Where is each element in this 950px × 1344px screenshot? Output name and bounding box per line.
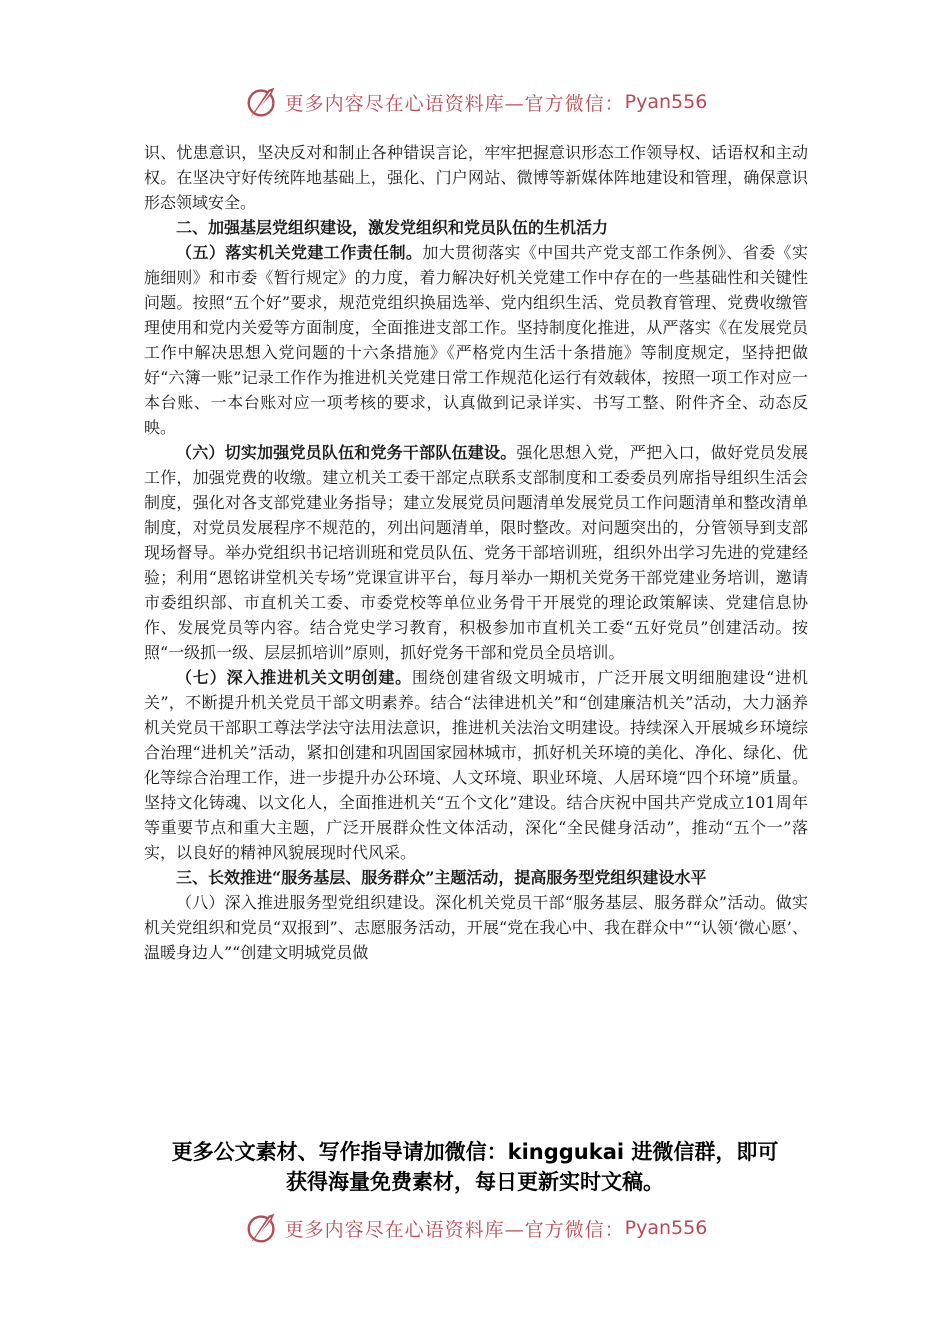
- item-paragraph: [144, 440, 808, 665]
- promo-line-2: 获得海量免费素材，每日更新实时文稿。: [286, 1170, 664, 1194]
- promo-line-1: 更多公文素材、写作指导请加微信：kinggukai 进微信群，即可: [171, 1140, 779, 1164]
- banner-text: 更多内容尽在心语资料库—官方微信：: [284, 92, 625, 115]
- banner-text: 更多内容尽在心语资料库—官方微信：: [284, 1218, 625, 1241]
- item-text: 围绕创建省级文明城市，广泛开展文明细胞建设“进机关”，不断提升机关党员干部文明素养。结合“法律进机关”和“创建廉洁机关”活动，大力涵养机关党员干部职工尊法学法守法用法意识，推进机关法治文明建设。持续深入开展城乡环境综合治理“进机关”活动，紧扣创建和巩固国家园林城市，抓好机关环境的美化、净化、绿化、优化等综合治理工作，进一步提升办公环境、人文环境、职业环境、人居环境“四个环境”质量。坚持文化铸魂、以文化人，全面推进机关“五个文化”建设。结合庆祝中国共产党成立101周年等重要节点和重大主题，广泛开展群众性文体活动，深化“全民健身活动”，推动“五个一”落实，以良好的精神风貌展现时代风采。: [144, 668, 808, 862]
- section-heading: 二、加强基层党组织建设，激发党组织和党员队伍的生机活力: [176, 218, 609, 237]
- item-paragraph: [144, 240, 808, 440]
- item-title: （七）深入推进机关文明创建。: [176, 668, 413, 687]
- item-text: （八）深入推进服务型党组织建设。深化机关党员干部“服务基层、服务群众”活动。做实机关党组织和党员“双报到”、志愿服务活动，开展“党在我心中、我在群众中”“认领‘微心愿’、温暖身边人”“创建文明城党员做: [144, 893, 808, 962]
- promo-notice: [100, 1137, 850, 1197]
- item-title: （五）落实机关党建工作责任制。: [176, 243, 423, 262]
- footer-watermark-banner: [0, 1208, 950, 1248]
- quill-logo-icon: [243, 1209, 281, 1247]
- section-heading: 三、长效推进“服务基层、服务群众”主题活动，提高服务型党组织建设水平: [176, 868, 707, 887]
- banner-wechat-id: Pyan556: [624, 1217, 708, 1239]
- quill-logo-icon: [243, 83, 281, 121]
- item-text: 强化思想入党，严把入口，做好党员发展工作，加强党费的收缴。建立机关工委干部定点联系支部制度和工委委员列席指导组织生活会制度，强化对各支部党建业务指导；建立发展党员问题清单发展党员工作问题清单和整改清单制度，对党员发展程序不规范的，列出问题清单，限时整改。对问题突出的，分管领导到支部现场督导。举办党组织书记培训班和党员队伍、党务干部培训班，组织外出学习先进的党建经验；利用“恩铭讲堂机关专场”党课宣讲平台，每月举办一期机关党务干部党建业务培训，邀请市委组织部、市直机关工委、市委党校等单位业务骨干开展党的理论政策解读、党建信息协作、发展党员等内容。结合党史学习教育，积极参加市直机关工委“五好党员”创建活动。按照“一级抓一级、层层抓培训”原则，抓好党务干部和党员全员培训。: [144, 443, 808, 662]
- item-paragraph: [144, 890, 808, 965]
- banner-wechat-id: Pyan556: [624, 91, 708, 113]
- item-text: 加大贯彻落实《中国共产党支部工作条例》、省委《实施细则》和市委《暂行规定》的力度，着力解决好机关党建工作中存在的一些基础性和关键性问题。按照“五个好”要求，规范党组织换届选举、党内组织生活、党员教育管理、党费收缴管理使用和党内关爱等方面制度，全面推进支部工作。坚持制度化推进，从严落实《在发展党员工作中解决思想入党问题的十六条措施》《严格党内生活十条措施》等制度规定，坚持把做好“六簿一账”记录工作作为推进机关党建日常工作规范化运行有效载体，按照一项工作对应一本台账、一本台账对应一项考核的要求，认真做到记录详实、书写工整、附件齐全、动态反映。: [144, 243, 808, 437]
- header-watermark-banner: [0, 82, 950, 122]
- item-paragraph: [144, 665, 808, 865]
- document-body: [144, 140, 808, 965]
- item-title: （六）切实加强党员队伍和党务干部队伍建设。: [176, 443, 517, 462]
- continuation-paragraph: 识、忧患意识，坚决反对和制止各种错误言论，牢牢把握意识形态工作领导权、话语权和主动权。在坚决守好传统阵地基础上，强化、门户网站、微博等新媒体阵地建设和管理，确保意识形态领域安全。: [144, 143, 808, 212]
